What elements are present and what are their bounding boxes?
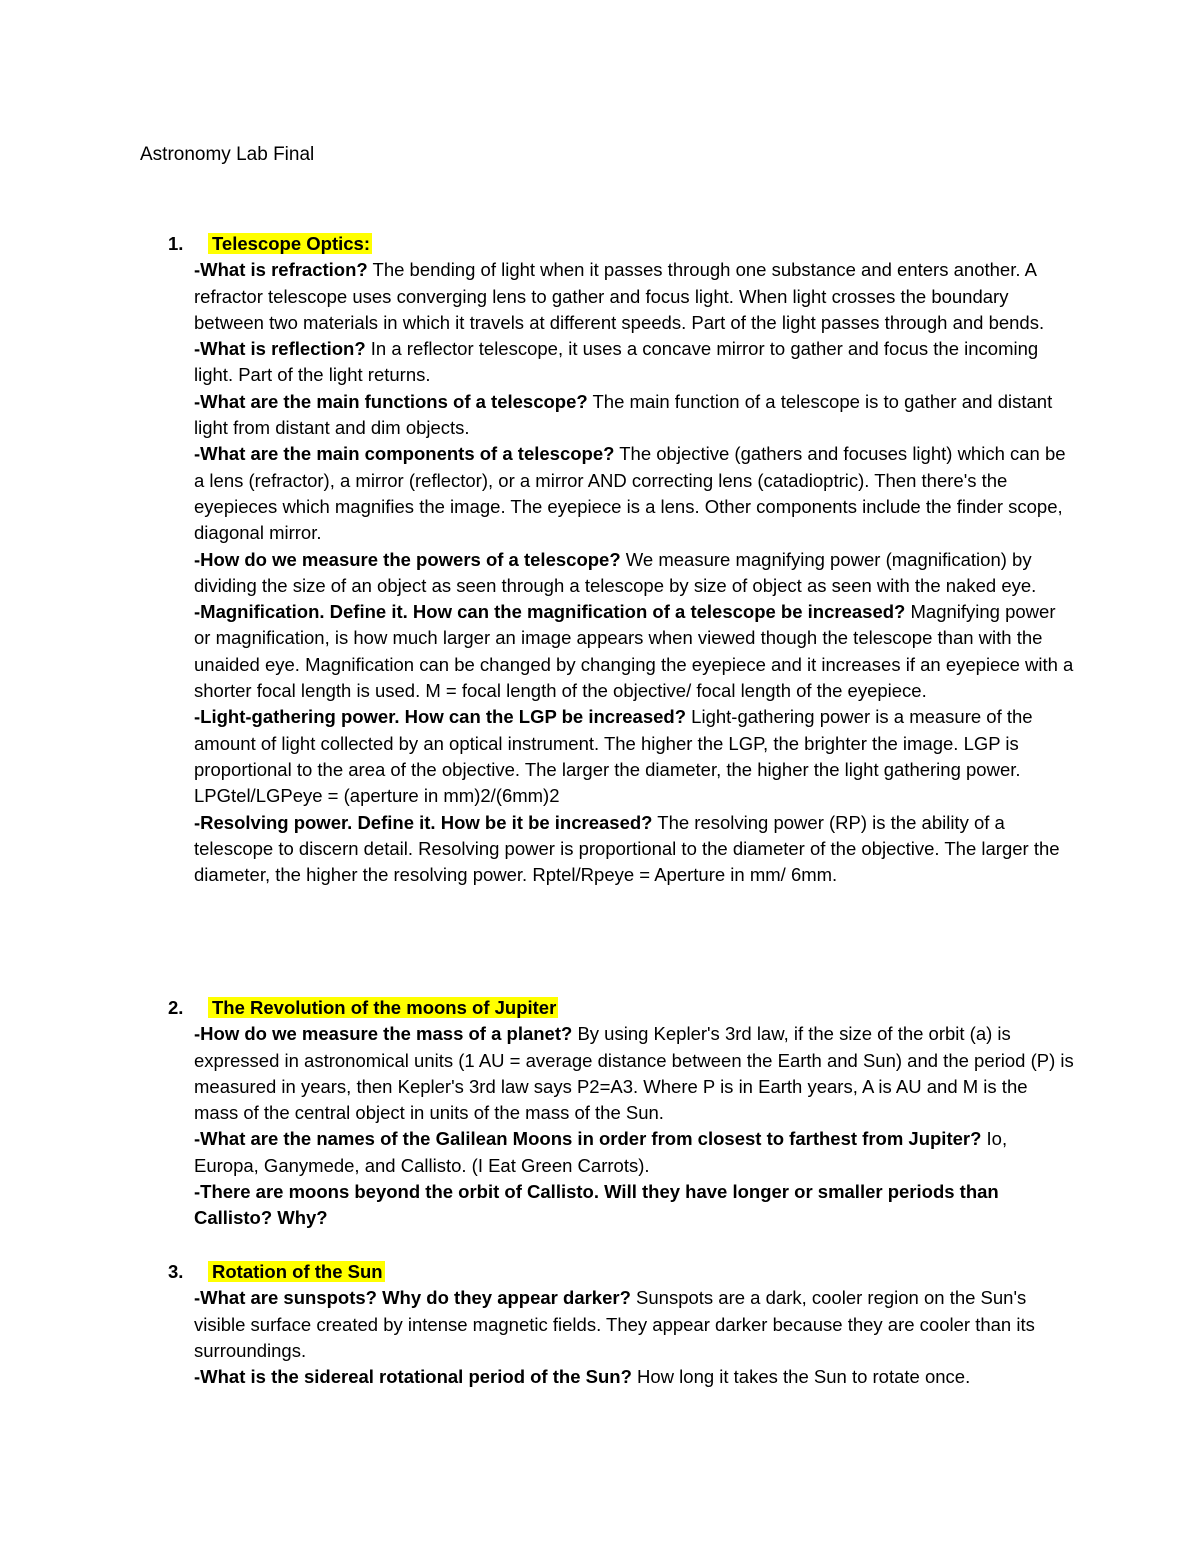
section-number: 2. bbox=[168, 997, 184, 1018]
answer: The objective (gathers and focuses light) which can be a lens (refractor), a mirror (reflector), or a mirror AND correcting lens (catadioptric). Then there's the eyepieces which magnifies the image. The eyepiece is a lens. Other components include the finder scope, diagonal mirror. bbox=[194, 443, 1066, 544]
answer: Sunspots are a dark, cooler region on the Sun's visible surface created by intense magnetic fields. They appear darker because they are cooler than its surroundings. bbox=[194, 1287, 1035, 1361]
question: -Resolving power. Define it. How be it be increased? bbox=[194, 811, 653, 833]
section-rotation-of-sun bbox=[168, 1259, 1068, 1390]
section-title-highlight: Telescope Optics: bbox=[208, 233, 372, 254]
qa-item bbox=[194, 704, 1074, 809]
qa-item bbox=[194, 257, 1074, 336]
question-list bbox=[194, 1285, 1068, 1390]
question: -What is refraction? bbox=[194, 259, 368, 281]
answer: We measure magnifying power (magnification) by dividing the size of an object as seen through a telescope by size of object as seen with the naked eye. bbox=[194, 548, 1037, 596]
qa-item bbox=[194, 599, 1074, 704]
answer: Magnifying power or magnification, is how much larger an image appears when viewed though the telescope than with the unaided eye. Magnification can be changed by changing the eyepiece and it increases if an eyepiece with a shorter focal length is used. M = focal length of the objective/ focal length of the eyepiece. bbox=[194, 601, 1074, 702]
question: -What are the names of the Galilean Moons in order from closest to farthest from Jupiter? bbox=[194, 1128, 982, 1150]
section-number: 3. bbox=[168, 1261, 184, 1282]
question: -What are sunspots? Why do they appear darker? bbox=[194, 1287, 631, 1309]
question: -What are the main functions of a telescope? bbox=[194, 390, 588, 412]
qa-item bbox=[194, 1126, 1074, 1179]
question-list bbox=[194, 257, 1074, 888]
qa-item bbox=[194, 547, 1074, 600]
section-title-highlight: The Revolution of the moons of Jupiter bbox=[208, 997, 558, 1018]
question: -What is reflection? bbox=[194, 338, 366, 360]
question: -Light-gathering power. How can the LGP be increased? bbox=[194, 706, 687, 728]
answer: The main function of a telescope is to gather and distant light from distant and dim objects. bbox=[194, 390, 1053, 439]
qa-item bbox=[194, 1364, 1074, 1390]
answer: Io, Europa, Ganymede, and Callisto. (I Eat Green Carrots). bbox=[194, 1128, 1008, 1176]
qa-item bbox=[194, 336, 1074, 389]
answer: The resolving power (RP) is the ability of a telescope to discern detail. Resolving power is proportional to the diameter of the objective. The larger the diameter, the higher the resolving power. Rptel/Rpeye = Aperture in mm/ 6mm. bbox=[194, 811, 1060, 886]
answer: By using Kepler's 3rd law, if the size of the orbit (a) is expressed in astronomical units (1 AU = average distance between the Earth and Sun) and the period (P) is measured in years, then Kepler's 3rd law says P2=A3. Where P is in Earth years, A is AU and M is the mass of the central object in units of the mass of the Sun. bbox=[194, 1023, 1074, 1124]
document-title: Astronomy Lab Final bbox=[140, 144, 315, 165]
question: -What is the sidereal rotational period of the Sun? bbox=[194, 1366, 632, 1388]
question: -There are moons beyond the orbit of Callisto. Will they have longer or smaller periods than Callisto? Why? bbox=[194, 1181, 999, 1229]
qa-item bbox=[194, 810, 1074, 889]
answer: The bending of light when it passes through one substance and enters another. A refractor telescope uses converging lens to gather and focus light. When light crosses the boundary between two materials in which it travels at different speeds. Part of the light passes through and bends. bbox=[194, 259, 1045, 333]
section-moons-of-jupiter bbox=[168, 995, 1074, 1232]
section-heading bbox=[168, 995, 1068, 1021]
answer: Light-gathering power is a measure of the amount of light collected by an optical instrument. The higher the LGP, the brighter the image. LGP is proportional to the area of the objective. The larger the diameter, the higher the light gathering power. LPGtel/LGPeye = (aperture in mm)2/(6mm)2 bbox=[194, 706, 1033, 807]
question: -What are the main components of a telescope? bbox=[194, 443, 615, 465]
question: -How do we measure the mass of a planet? bbox=[194, 1023, 573, 1045]
question: -Magnification. Define it. How can the magnification of a telescope be increased? bbox=[194, 601, 906, 623]
section-title-highlight: Rotation of the Sun bbox=[208, 1261, 385, 1282]
question: -How do we measure the powers of a telescope? bbox=[194, 548, 621, 570]
section-heading bbox=[168, 1259, 1068, 1285]
question-list bbox=[194, 1021, 1074, 1231]
answer: In a reflector telescope, it uses a concave mirror to gather and focus the incoming light. Part of the light returns. bbox=[194, 338, 1039, 386]
answer: How long it takes the Sun to rotate once. bbox=[631, 1366, 971, 1388]
section-heading bbox=[168, 231, 1068, 257]
qa-item bbox=[194, 1285, 1074, 1364]
qa-item bbox=[194, 1021, 1074, 1126]
qa-item bbox=[194, 389, 1074, 442]
qa-item bbox=[194, 1179, 1074, 1232]
section-number: 1. bbox=[168, 233, 184, 254]
qa-item bbox=[194, 441, 1074, 546]
section-telescope-optics bbox=[168, 231, 1074, 888]
